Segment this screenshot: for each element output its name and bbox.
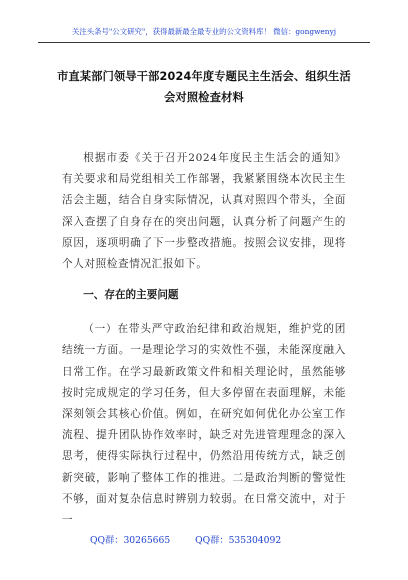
header-banner: 关注头条号"公文研究"，获得最新最全最专业的公文资料库！ 微信：gongwenyj — [71, 27, 337, 36]
section-paragraph-political-discipline: （一）在带头严守政治纪律和政治规矩，维护党的团结统一方面。一是理论学习的实效性不强，未能深度融入日常工作。在学习最新政策文件和相关理论时，虽然能够按时完成规定的学习任务，但大多停留在表面理解，未能深刻领会其核心价值。例如，在研究如何优化办公室工作流程、提升团队协作效率时，缺乏对先进管理理念的深入思考，使得实际执行过程中，仍然沿用传统方式，缺乏创新突破，影响了整体工作的推进。二是政治判断的警觉性不够，面对复杂信息时辨别力较弱。在日常交流中，对于一 — [62, 323, 346, 527]
footer-qq-group-right: QQ群：535304092 — [195, 535, 282, 546]
footer-contact — [90, 532, 330, 546]
document-body — [62, 148, 346, 531]
header-divider — [38, 42, 370, 43]
document-title: 市直某部门领导干部2024年度专题民主生活会、组织生活会对照检查材料 — [57, 70, 351, 104]
intro-paragraph: 根据市委《关于召开2024年度民主生活会的通知》有关要求和局党组相关工作部署，我紧紧围绕本次民主生活会主题，结合自身实际情况，认真对照四个带头，全面深入查摆了自身存在的突出问题，认真分析了问题产生的原因，逐项明确了下一步整改措施。按照会议安排，现将个人对照检查情况汇报如下。 — [62, 152, 346, 271]
section-heading-problems: 一、存在的主要问题 — [83, 289, 179, 302]
footer-qq-group-left: QQ群：30265665 — [90, 535, 171, 546]
